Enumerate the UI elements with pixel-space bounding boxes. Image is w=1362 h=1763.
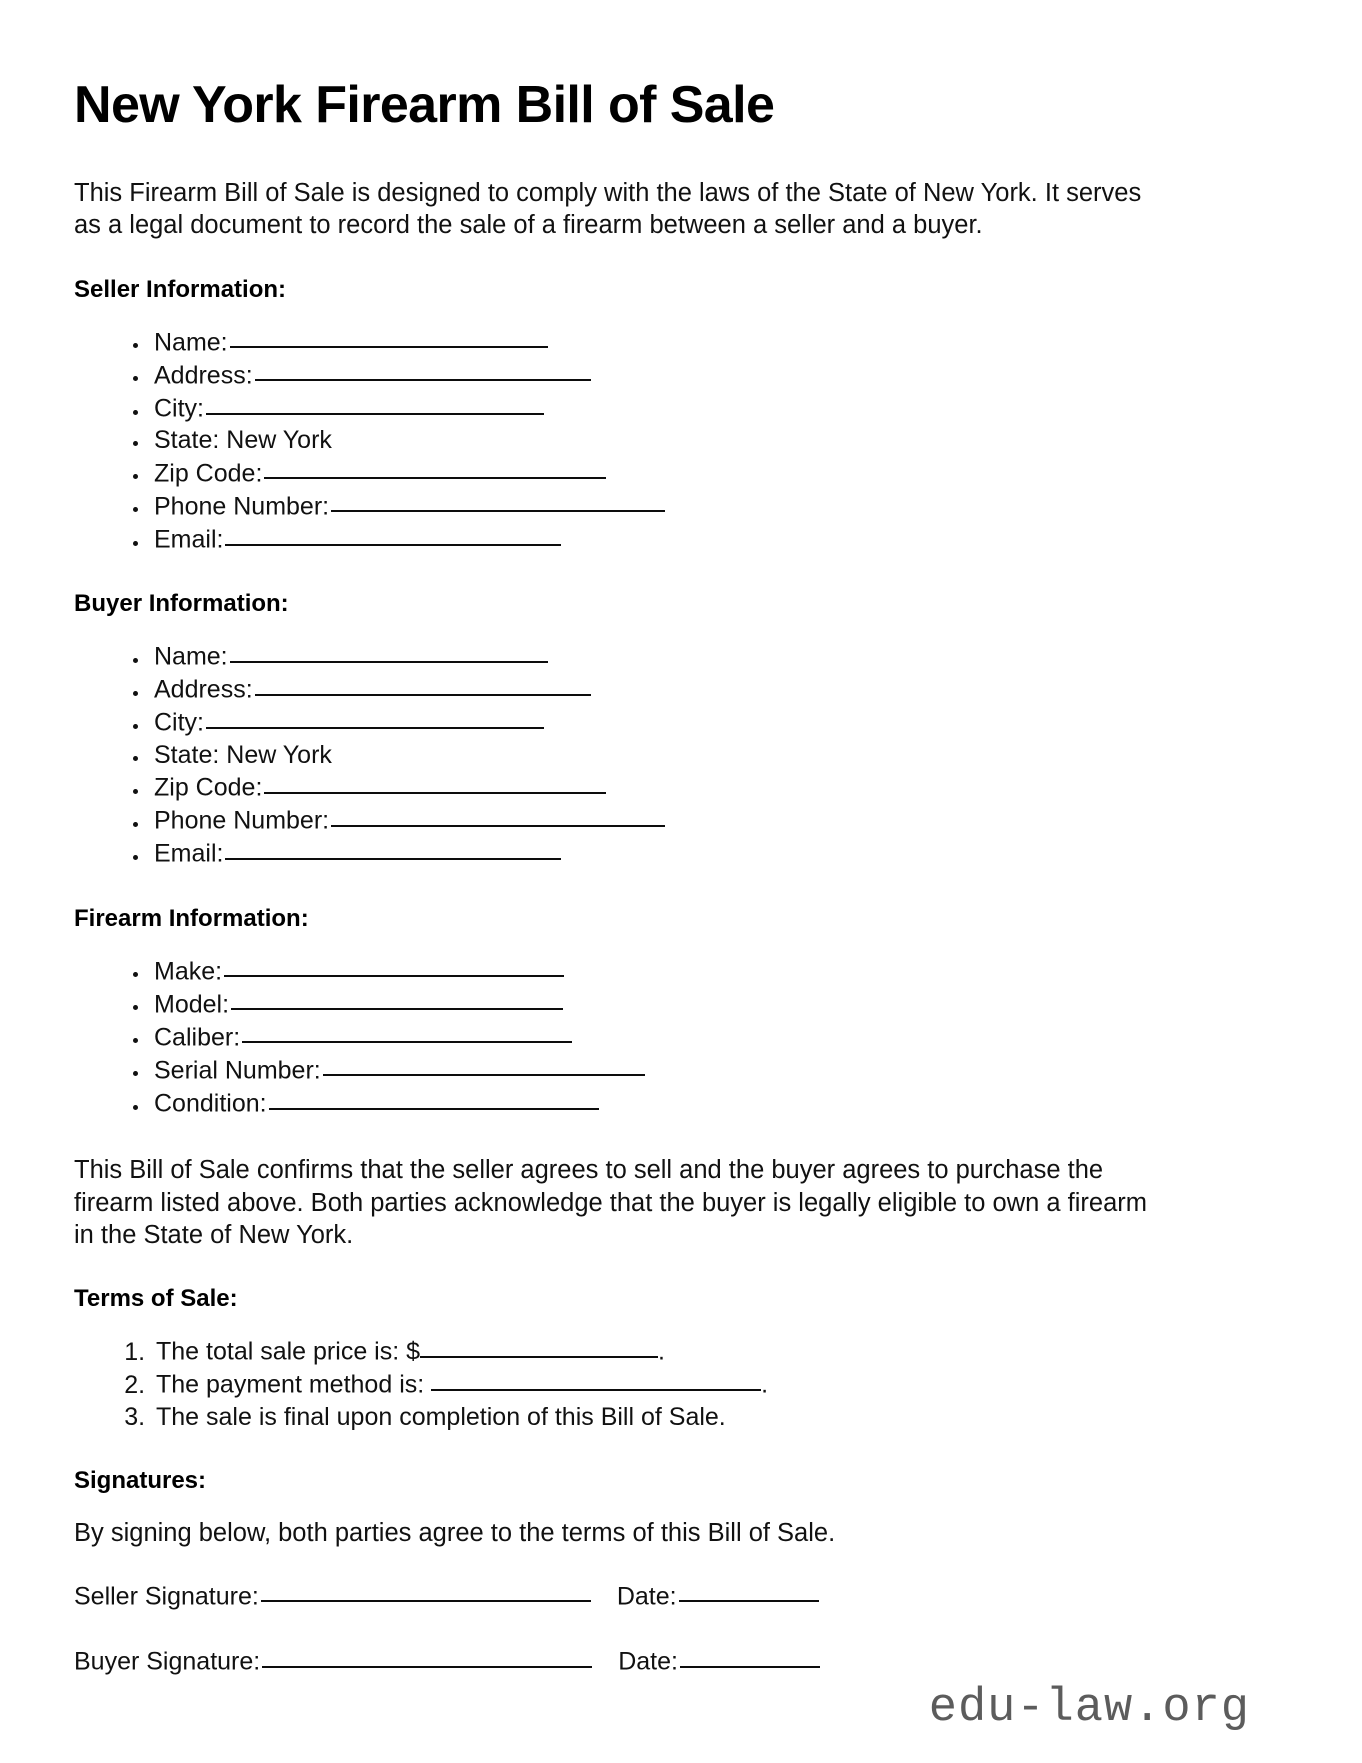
field-row bbox=[150, 425, 1242, 457]
field-label: Condition: bbox=[154, 1089, 267, 1118]
term-text: The sale is final upon completion of this Bill of Sale. bbox=[156, 1402, 726, 1431]
field-blank-line[interactable] bbox=[225, 523, 561, 546]
field-row bbox=[150, 457, 1242, 490]
term-blank-line[interactable] bbox=[431, 1368, 761, 1391]
field-label: Make: bbox=[154, 957, 223, 986]
field-row bbox=[150, 1021, 1242, 1054]
field-blank-line[interactable] bbox=[206, 706, 544, 729]
terms-of-sale-list bbox=[74, 1335, 1242, 1433]
field-blank-line[interactable] bbox=[242, 1021, 572, 1044]
term-row bbox=[152, 1368, 1242, 1401]
field-label: Phone Number: bbox=[154, 806, 330, 835]
date-label: Date: bbox=[618, 1647, 678, 1676]
field-label: Zip Code: bbox=[154, 459, 263, 488]
field-row bbox=[150, 640, 1242, 673]
signature-block bbox=[74, 1580, 1242, 1677]
field-blank-line[interactable] bbox=[331, 804, 665, 827]
confirmation-paragraph: This Bill of Sale confirms that the seller agrees to sell and the buyer agrees to purchase the firearm listed above. Both parties acknowledge that the buyer is legally eligible to own a firearm in the State of New York. bbox=[74, 1156, 1147, 1249]
field-row bbox=[150, 673, 1242, 706]
term-row bbox=[152, 1335, 1242, 1368]
term-suffix: . bbox=[761, 1370, 769, 1399]
field-label: State: bbox=[154, 426, 220, 455]
terms-of-sale-heading: Terms of Sale: bbox=[74, 1285, 238, 1313]
intro-paragraph: This Firearm Bill of Sale is designed to comply with the laws of the State of New York. It serves as a legal document to record the sale of a firearm between a seller and a buyer. bbox=[74, 179, 1142, 240]
field-row bbox=[150, 392, 1242, 425]
field-blank-line[interactable] bbox=[231, 988, 563, 1011]
field-blank-line[interactable] bbox=[264, 457, 606, 480]
field-blank-line[interactable] bbox=[269, 1087, 599, 1110]
field-row bbox=[150, 988, 1242, 1021]
field-blank-line[interactable] bbox=[224, 955, 564, 978]
seller-field-list bbox=[74, 326, 1242, 556]
field-blank-line[interactable] bbox=[255, 673, 591, 696]
field-label: Model: bbox=[154, 990, 230, 1019]
site-watermark: edu-law.org bbox=[928, 1682, 1250, 1735]
field-label: Name: bbox=[154, 328, 228, 357]
signature-blank-line[interactable] bbox=[262, 1645, 592, 1668]
firearm-field-list bbox=[74, 955, 1242, 1121]
signature-label: Buyer Signature: bbox=[74, 1647, 261, 1676]
term-row bbox=[152, 1402, 1242, 1434]
field-row bbox=[150, 490, 1242, 523]
field-value: New York bbox=[219, 740, 332, 769]
field-label: Email: bbox=[154, 525, 224, 554]
field-label: Name: bbox=[154, 642, 228, 671]
date-blank-line[interactable] bbox=[680, 1645, 820, 1668]
term-blank-line[interactable] bbox=[420, 1335, 658, 1358]
field-label: Zip Code: bbox=[154, 773, 263, 802]
field-row bbox=[150, 1054, 1242, 1087]
field-label: City: bbox=[154, 394, 204, 423]
field-row bbox=[150, 804, 1242, 837]
field-blank-line[interactable] bbox=[331, 490, 665, 513]
field-row bbox=[150, 1087, 1242, 1120]
field-label: Address: bbox=[154, 361, 253, 390]
field-blank-line[interactable] bbox=[206, 392, 544, 415]
term-text: The total sale price is: $ bbox=[156, 1337, 421, 1366]
signature-row bbox=[74, 1645, 1242, 1677]
field-blank-line[interactable] bbox=[264, 771, 606, 794]
signature-label: Seller Signature: bbox=[74, 1582, 259, 1611]
signature-blank-line[interactable] bbox=[261, 1580, 591, 1603]
seller-information-heading: Seller Information: bbox=[74, 275, 287, 303]
field-blank-line[interactable] bbox=[230, 326, 548, 349]
field-row bbox=[150, 706, 1242, 739]
term-suffix: . bbox=[658, 1337, 665, 1366]
field-row bbox=[150, 955, 1242, 988]
buyer-information-heading: Buyer Information: bbox=[74, 590, 289, 618]
field-row bbox=[150, 326, 1242, 359]
buyer-field-list bbox=[74, 640, 1242, 870]
date-label: Date: bbox=[616, 1582, 677, 1611]
field-label: State: bbox=[154, 740, 220, 769]
field-label: Caliber: bbox=[154, 1023, 241, 1052]
field-blank-line[interactable] bbox=[255, 359, 591, 382]
field-label: Address: bbox=[154, 675, 253, 704]
field-blank-line[interactable] bbox=[323, 1054, 645, 1077]
field-row bbox=[150, 359, 1242, 392]
field-label: Phone Number: bbox=[154, 492, 330, 521]
field-label: City: bbox=[154, 708, 204, 737]
field-value: New York bbox=[219, 426, 332, 455]
field-blank-line[interactable] bbox=[225, 837, 561, 860]
firearm-information-heading: Firearm Information: bbox=[74, 904, 309, 932]
signatures-heading: Signatures: bbox=[74, 1467, 207, 1495]
field-row bbox=[150, 523, 1242, 556]
field-label: Email: bbox=[154, 839, 224, 868]
field-blank-line[interactable] bbox=[230, 640, 548, 663]
date-blank-line[interactable] bbox=[679, 1580, 819, 1603]
field-row bbox=[150, 837, 1242, 870]
signature-row bbox=[74, 1580, 1242, 1612]
field-row bbox=[150, 740, 1242, 772]
page-title: New York Firearm Bill of Sale bbox=[74, 76, 775, 134]
field-row bbox=[150, 771, 1242, 804]
field-label: Serial Number: bbox=[154, 1056, 321, 1085]
term-text: The payment method is: bbox=[156, 1370, 432, 1399]
signature-intro-paragraph: By signing below, both parties agree to the terms of this Bill of Sale. bbox=[74, 1519, 836, 1548]
